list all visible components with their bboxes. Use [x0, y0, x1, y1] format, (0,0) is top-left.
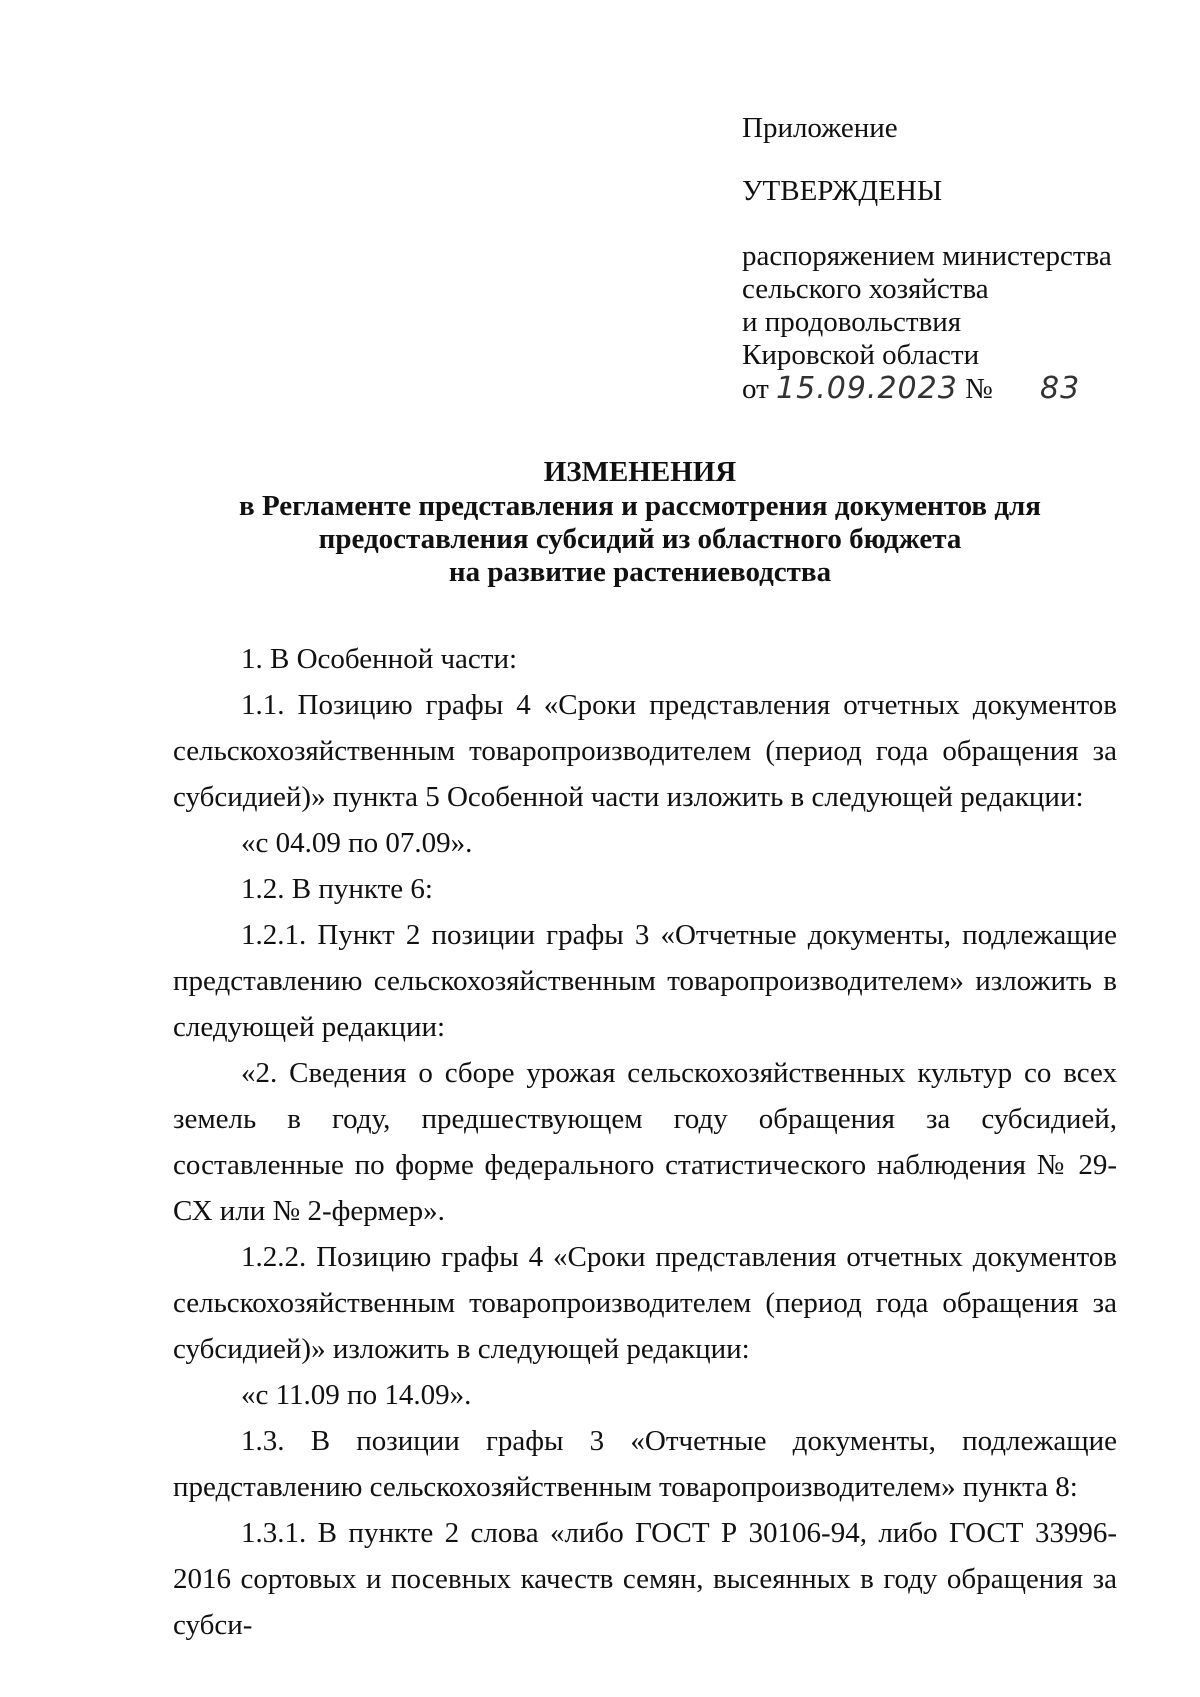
paragraph: 1.3. В позиции графы 3 «Отчетные документы, подлежащие представлению сельскохозяйственным товаропроизводителем» пункта 8: — [173, 1425, 1117, 1503]
approved-by — [742, 240, 1142, 405]
handwritten-date: 15.09.2023 — [776, 371, 958, 406]
paragraph: 1.3.1. В пункте 2 слова «либо ГОСТ Р 30106-94, либо ГОСТ 33996-2016 сортовых и посевных качеств семян, высеянных в году обращения за субси- — [173, 1517, 1117, 1641]
paragraph: «с 04.09 по 07.09». — [241, 827, 473, 859]
number-sign: № — [965, 373, 993, 405]
title-subtitle-line: в Регламенте представления и рассмотрения документов для — [239, 490, 1041, 522]
title-subtitle-line: на развитие растениеводства — [448, 556, 832, 588]
paragraph: 1.2. В пункте 6: — [241, 873, 433, 905]
date-prefix: от — [742, 373, 769, 405]
paragraph: 1.2.2. Позицию графы 4 «Сроки представления отчетных документов сельскохозяйственным товаропроизводителем (период года обращения за субсидией)» изложить в следующей редакции: — [173, 1241, 1117, 1365]
paragraph: 1. В Особенной части: — [241, 643, 518, 675]
title-subtitle-line: предоставления субсидий из областного бюджета — [318, 523, 962, 555]
paragraph: «с 11.09 по 14.09». — [241, 1379, 472, 1411]
date-number-line — [742, 372, 1142, 405]
approved-by-line: распоряжением министерства — [742, 240, 1112, 272]
paragraph: 1.1. Позицию графы 4 «Сроки представления отчетных документов сельскохозяйственным товаропроизводителем (период года обращения за субсидией)» пункта 5 Особенной части изложить в следующей редакции: — [173, 689, 1117, 813]
paragraph: 1.2.1. Пункт 2 позиции графы 3 «Отчетные документы, подлежащие представлению сельскохозяйственным товаропроизводителем» изложить в следующей редакции: — [173, 919, 1117, 1043]
paragraph: «2. Сведения о сборе урожая сельскохозяйственных культур со всех земель в году, предшествующем году обращения за субсидией, составленные по форме федерального статистического наблюдения № 29-СХ или № 2-фермер». — [173, 1057, 1117, 1227]
appendix-label: Приложение — [742, 112, 898, 144]
approved-by-line: и продовольствия — [742, 306, 962, 338]
approval-block — [742, 112, 1142, 405]
title-heading: ИЗМЕНЕНИЯ — [543, 456, 737, 488]
approved-label: УТВЕРЖДЕНЫ — [742, 175, 943, 207]
document-body — [173, 636, 1117, 1648]
approved-by-line: Кировской области — [742, 339, 980, 371]
handwritten-number: 83 — [1040, 371, 1081, 406]
document-title — [160, 456, 1120, 589]
approved-by-line: сельского хозяйства — [742, 273, 989, 305]
